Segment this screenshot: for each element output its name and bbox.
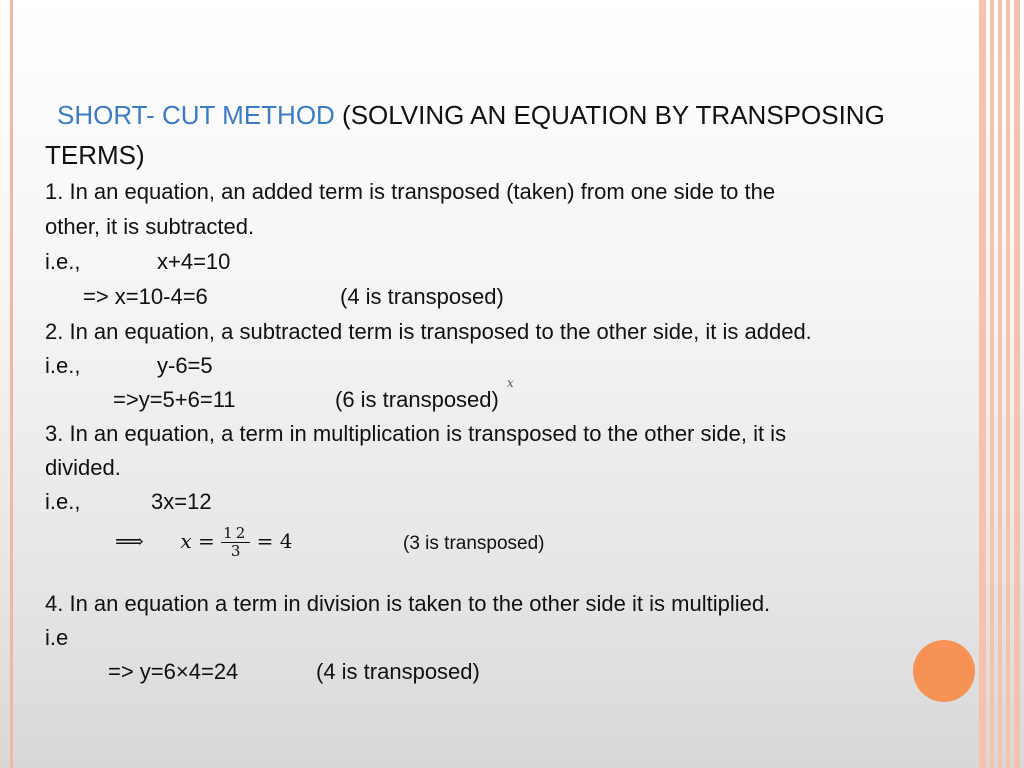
rule-2-example-label: i.e.,: [45, 353, 81, 378]
rule-3-note: (3 is transposed): [403, 533, 545, 554]
right-decor-stripe: [998, 0, 1002, 768]
rule-1-example-expr: x+4=10: [157, 249, 231, 274]
rule-2-text: 2. In an equation, a subtracted term is transposed to the other side, it is added.: [45, 319, 812, 344]
right-decor-stripe: [1014, 0, 1020, 768]
rule-3-text: 3. In an equation, a term in multiplication is transposed to the other side, it is: [45, 421, 787, 446]
equation-result: = 4: [256, 529, 293, 553]
fraction: [221, 525, 250, 560]
rule-2-note: (6 is transposed): [335, 387, 499, 412]
right-decor-stripe: [979, 0, 986, 768]
rule-1-note: (4 is transposed): [340, 284, 504, 309]
equation-variable: x: [180, 529, 192, 553]
right-decor-stripe: [990, 0, 994, 768]
rule-3-example-label: i.e.,: [45, 489, 81, 514]
left-border-line: [10, 0, 13, 768]
stray-x-mark: x: [507, 376, 514, 390]
slide-title-line-1: [57, 98, 885, 132]
rule-4-note: (4 is transposed): [316, 659, 480, 684]
rule-4-text: 4. In an equation a term in division is taken to the other side it is multiplied.: [45, 591, 771, 616]
rule-2-example-expr: y-6=5: [157, 353, 213, 378]
rule-3-text-cont: divided.: [45, 455, 121, 480]
title-accent: SHORT- CUT METHOD: [57, 100, 335, 130]
title-rest: (SOLVING AN EQUATION BY TRANSPOSING: [334, 100, 885, 130]
equals-sign: =: [198, 529, 215, 553]
rule-1-example-label: i.e.,: [45, 249, 81, 274]
fraction-denominator: 3: [230, 542, 241, 560]
rule-4-example-label: i.e: [45, 625, 69, 650]
fraction-numerator: 12: [223, 524, 249, 542]
rule-1-text: 1. In an equation, an added term is transposed (taken) from one side to the: [45, 179, 776, 204]
rule-4-result: => y=6×4=24: [108, 659, 239, 684]
rule-3-example-expr: 3x=12: [151, 489, 212, 514]
orange-circle-decoration: [913, 640, 975, 702]
rule-3-equation: [115, 522, 292, 560]
slide-title-line-2: TERMS): [45, 140, 145, 170]
right-decor-stripe: [1006, 0, 1010, 768]
rule-1-text-cont: other, it is subtracted.: [45, 214, 255, 239]
implies-arrow: ⟹: [115, 529, 144, 553]
rule-2-result: =>y=5+6=11: [113, 387, 236, 412]
rule-1-result: => x=10-4=6: [83, 284, 208, 309]
